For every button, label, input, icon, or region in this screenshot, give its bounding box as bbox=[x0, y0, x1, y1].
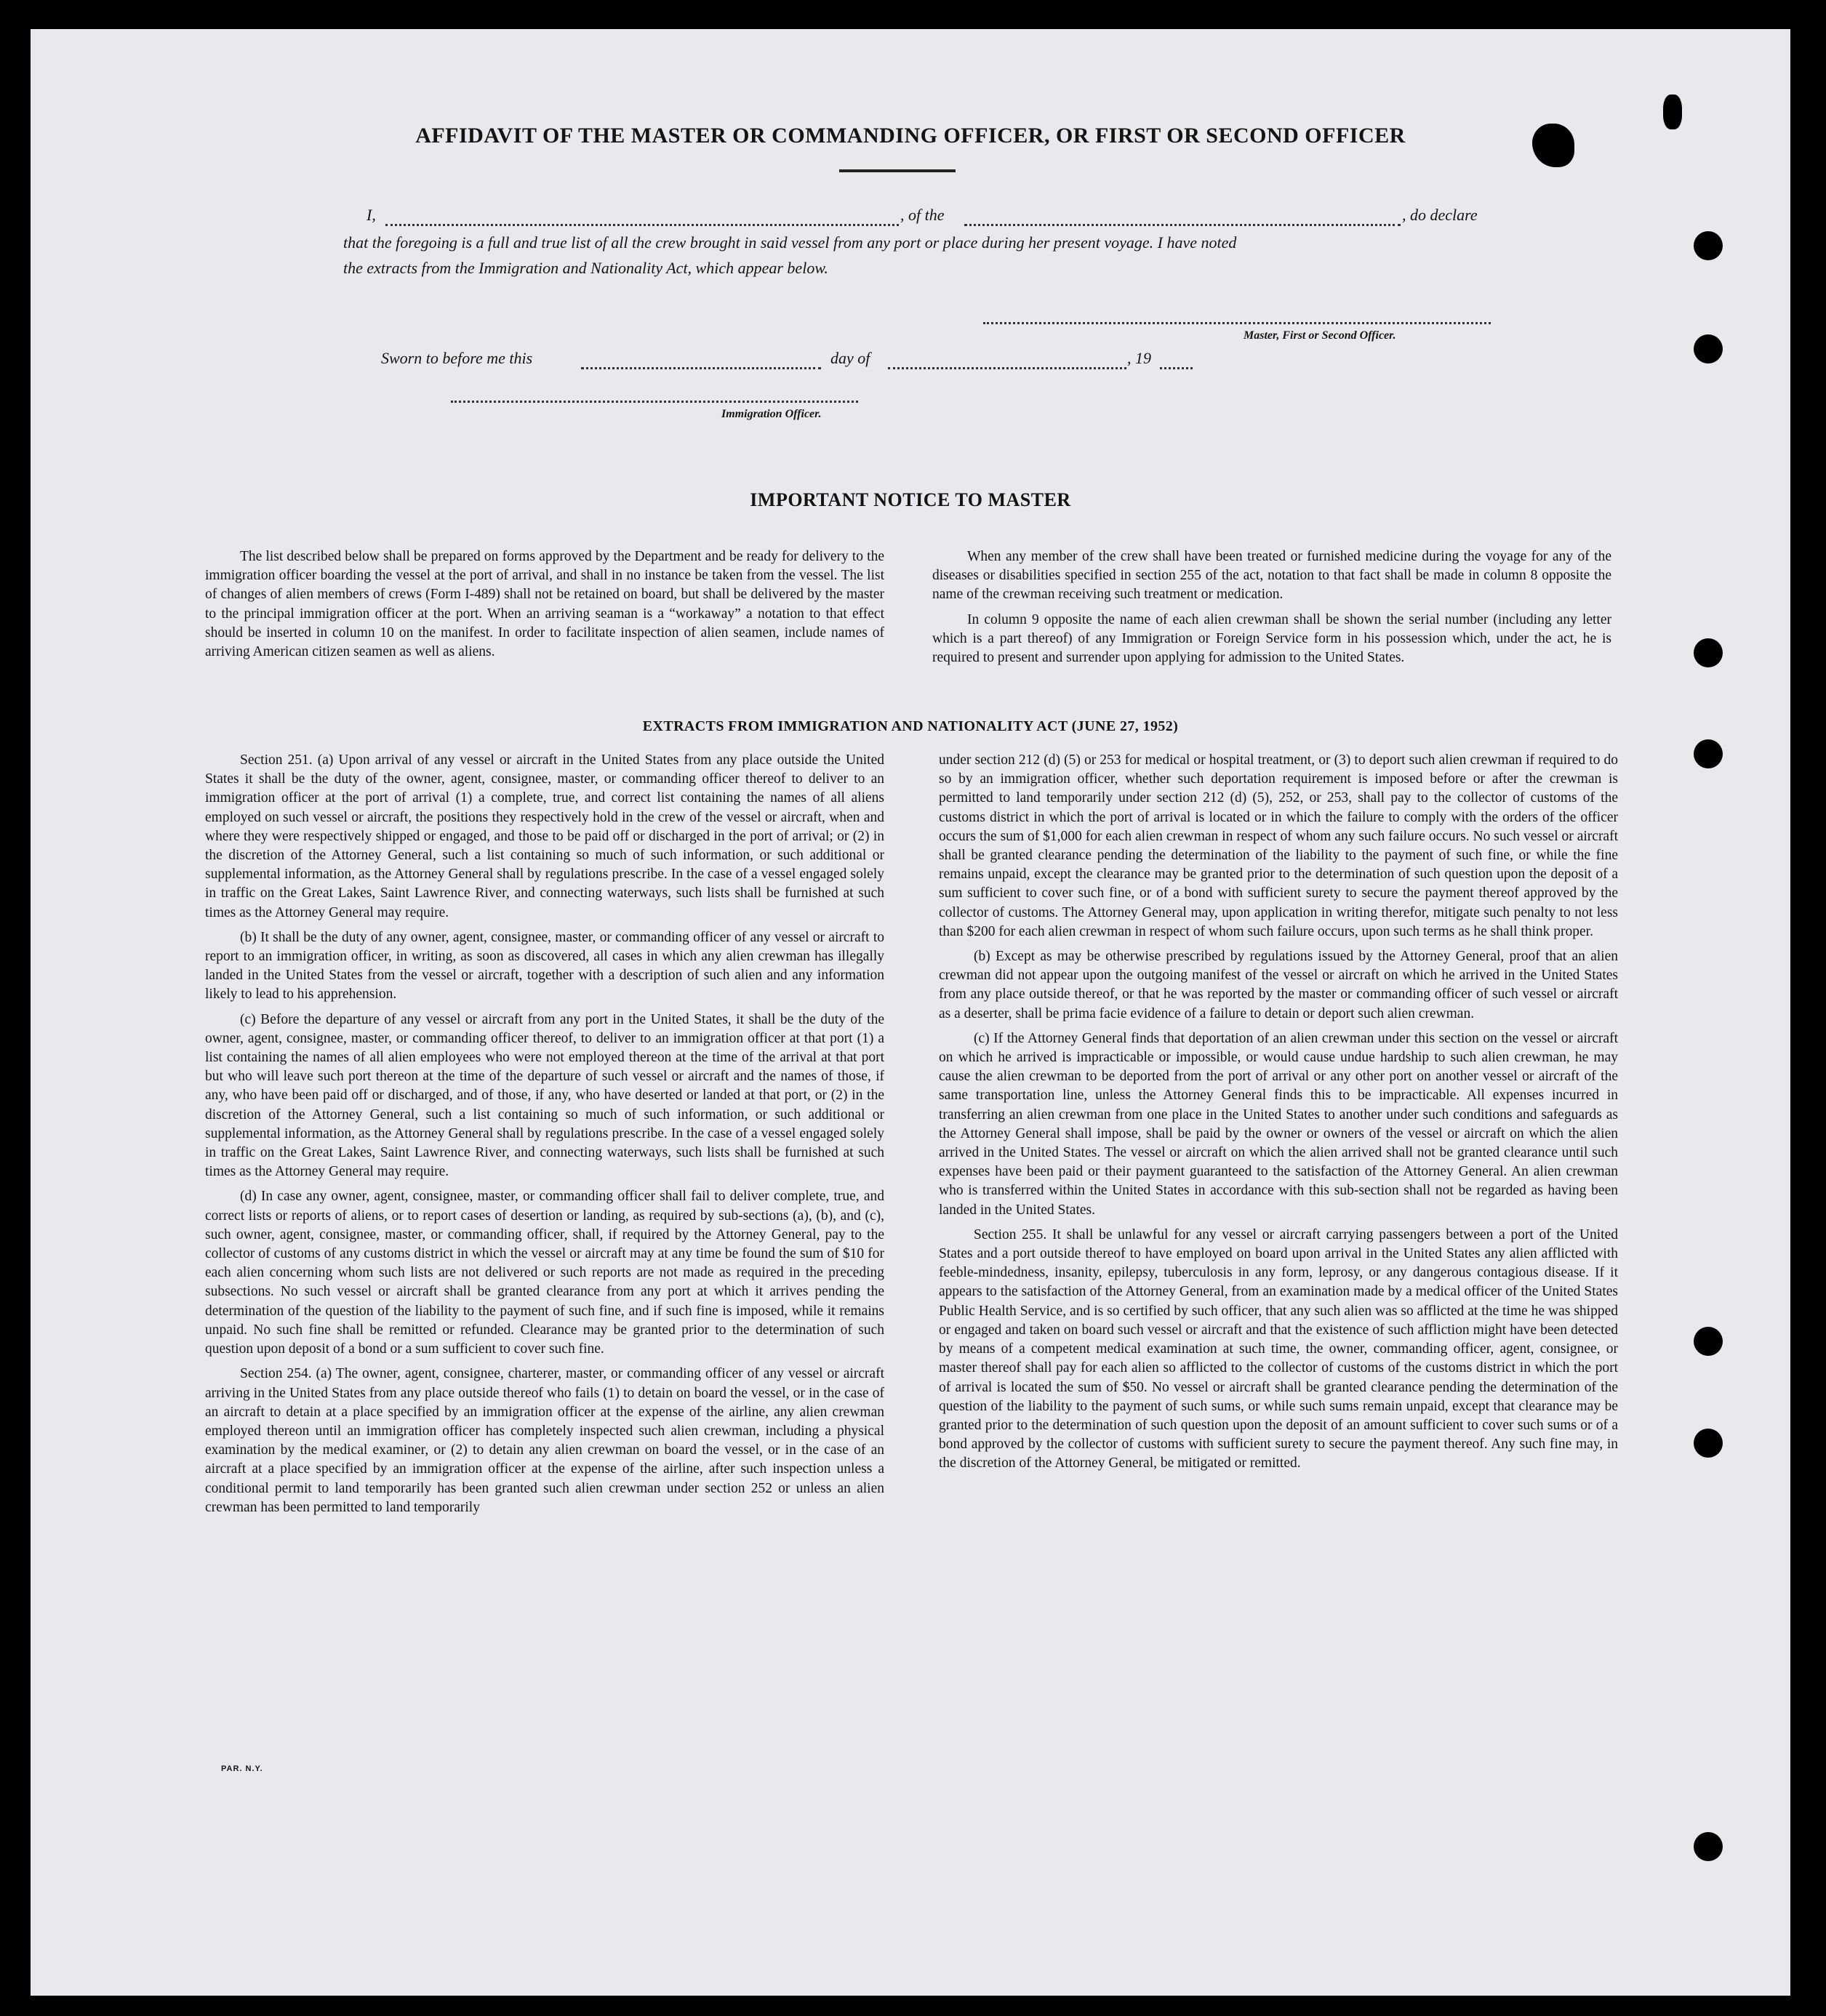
act-section-paragraph: Section 255. It shall be unlawful for any vessel or aircraft carrying passengers between a port of the United States and a port outside thereof to have employed on board upon arrival in the United States any alien afflicted with feeble-mindedness, insanity, epilepsy, tuberculosis in any form, leprosy, or any dangerous contagious disease. If it appears to the satisfaction of the Attorney General, from an examination made by a medical officer of the United States Public Health Service, and is so certified by such officer, that any such alien was so afflicted at the time he was shipped or engaged and taken on board such vessel or aircraft and that the existence of such affliction might have been detected by means of a competent medical examination at such time, the owner, commanding officer, agent, consignee, or master thereof shall pay for each alien so afflicted to the collector of customs of the customs district in which the port of arrival is located the sum of $50. No vessel or aircraft shall be granted clearance pending the determination of the question of the liability to the payment of such sums, or while such sums remain unpaid, except that clearance may be granted prior to the determination of such question upon the deposit of an amount sufficient to cover such sums or of a bond approved by the collector of customs with sufficient surety to secure the payment thereof. Any such fine may, in the discretion of the Attorney General, be mitigated or remitted. bbox=[939, 1226, 1618, 1471]
declaration-line-2: the extracts from the Immigration and Nationality Act, which appear below. bbox=[343, 259, 828, 277]
act-section-paragraph: (d) In case any owner, agent, consignee, master, or commanding officer shall fail to deliver complete, true, and correct lists or reports of aliens, or to report cases of desertion or landing, as required by sub-sections (a), (b), and (c), such owner, agent, consignee, master, or commanding officer, shall, if required by the Attorney General, pay to the collector of customs of any customs district in which the vessel or aircraft may at any time be found the sum of $10 for each alien concerning whom such lists are not delivered or such reports are not made as required in the preceding subsections. No such vessel or aircraft shall be granted clearance from any port at which it arrives pending the determination of the question of the liability to the payment of such fine, and if such fine is imposed, while it remains unpaid. No such fine shall be remitted or refunded. Clearance may be granted prior to the determination of such question upon deposit of a bond or a sum sufficient to cover such fine. bbox=[205, 1189, 884, 1357]
punch-hole bbox=[1694, 334, 1723, 364]
punch-hole bbox=[1694, 739, 1723, 768]
vessel-name-field[interactable] bbox=[964, 224, 1401, 226]
notice-paragraph: The list described below shall be prepared on forms approved by the Department and be ready for delivery to the immigration officer boarding the vessel at the port of arrival, and shall in no instance be taken from the vessel. The list of changes of alien members of crews (Form I-489) shall not be retained on board, but shall be delivered by the master to the principal immigration officer at the port. When an arriving seaman is a “workaway” a notation to that effect should be inserted in column 10 on the manifest. In order to facilitate inspection of alien seamen, include names of arriving American citizen seamen as well as aliens. bbox=[205, 549, 884, 660]
sworn-label: Sworn to before me this bbox=[381, 349, 533, 367]
punch-hole bbox=[1694, 1327, 1723, 1356]
notice-title: IMPORTANT NOTICE TO MASTER bbox=[750, 489, 1071, 510]
act-section-paragraph: under section 212 (d) (5) or 253 for medical or hospital treatment, or (3) to deport such alien crewman if required to do so by an immigration officer, whether such deportation requirement is imposed before or after the crewman is permitted to land temporarily under section 212 (d) (5), 252, or 253, shall pay to the collector of customs of the customs district in which the port of arrival is located or in which the failure to comply with the orders of the officer occurs the sum of $1,000 for each alien crewman in respect of whom any such failure occurs. No such vessel or aircraft shall be granted clearance pending the determination of the liability to the payment of such fine, or while the fine remains unpaid, except the clearance may be granted prior to the determination of such question upon the deposit of a sum sufficient to cover such fine, or of a bond with sufficient surety to secure the payment thereof approved by the collector of customs. The Attorney General may, upon application in writing therefor, mitigate such penalty to not less than $200 for each alien crewman in respect of whom such failure occurs, upon such terms as he shall think proper. bbox=[939, 752, 1618, 939]
act-section-paragraph: (c) If the Attorney General finds that deportation of an alien crewman under this section on the vessel or aircraft on which he arrived is impracticable or impossible, or would cause undue hardship to such alien crewman, he may cause the alien crewman to be deported from the port of arrival or any other port on another vessel or aircraft of the same transportation line, unless the Attorney General finds this to be impracticable. All expenses incurred in transferring an alien crewman from one place in the United States to another under such conditions and safeguards as the Attorney General shall impose, shall be paid by the owner or owners of the vessel or aircraft on which the alien arrived in the United States. The vessel or aircraft on which the alien arrived shall not be granted clearance until such expenses have been paid or their payment guaranteed to the satisfaction of the Attorney General. An alien crewman who is transferred within the United States in accordance with this sub-section shall not be regarded as having been landed in the United States. bbox=[939, 1030, 1618, 1218]
extracts-right-column bbox=[939, 751, 1618, 1479]
do-declare-label: , do declare bbox=[1402, 206, 1478, 224]
i-label: I, bbox=[367, 206, 376, 224]
of-the-label: , of the bbox=[900, 206, 945, 224]
notice-paragraph: In column 9 opposite the name of each alien crewman shall be shown the serial number (including any letter which is a part thereof) of any Immigration or Foreign Service form in his possession which, under the act, he is required to present and surrender upon applying for admission to the United States. bbox=[932, 611, 1611, 666]
sworn-year-field[interactable] bbox=[1160, 367, 1193, 369]
master-signature-field[interactable] bbox=[983, 322, 1491, 324]
torn-corner-mark bbox=[1532, 124, 1574, 167]
notice-right-column bbox=[932, 547, 1611, 673]
notice-left-column bbox=[205, 547, 884, 667]
signature-caption: Master, First or Second Officer. bbox=[1244, 329, 1396, 342]
punch-hole bbox=[1694, 1832, 1723, 1861]
day-of-label: day of bbox=[830, 349, 870, 367]
extracts-left-column bbox=[205, 751, 884, 1523]
act-section-paragraph: (b) It shall be the duty of any owner, agent, consignee, master, or commanding officer of any vessel or aircraft to report to an immigration officer, in writing, as soon as discovered, all cases in which any alien crewman has illegally landed in the United States from the vessel or aircraft, together with a description of such alien and any information likely to lead to his apprehension. bbox=[205, 929, 884, 1003]
printer-mark: PAR. N.Y. bbox=[221, 1764, 263, 1773]
title-rule bbox=[839, 169, 956, 172]
torn-corner-mark bbox=[1663, 95, 1682, 129]
extracts-title: EXTRACTS FROM IMMIGRATION AND NATIONALITY ACT (JUNE 27, 1952) bbox=[642, 718, 1179, 734]
sworn-month-field[interactable] bbox=[888, 367, 1126, 369]
act-section-paragraph: Section 254. (a) The owner, agent, consignee, charterer, master, or commanding officer of any vessel or aircraft arriving in the United States from any place outside thereof who fails (1) to detain on board the vessel, or in the case of an aircraft to detain at a place specified by an immigration officer at the expense of the airline, any alien crewman employed thereon until an immigration officer has completely inspected such alien crewman, including a physical examination by the medical examiner, or (2) to detain any alien crewman on board the vessel, or in the case of an aircraft at a place specified by an immigration officer at the expense of the airline, after such inspection unless a conditional permit to land temporarily has been granted such alien crewman under section 252 or unless an alien crewman has been permitted to land temporarily bbox=[205, 1366, 884, 1515]
notice-paragraph: When any member of the crew shall have been treated or furnished medicine during the voyage for any of the diseases or disabilities specified in section 255 of the act, notation to that fact shall be made in column 8 opposite the name of the crewman receiving such treatment or medication. bbox=[932, 549, 1611, 603]
act-section-paragraph: (b) Except as may be otherwise prescribed by regulations issued by the Attorney General, proof that an alien crewman did not appear upon the outgoing manifest of the vessel or aircraft on which he arrived in the United States from any place outside thereof, or that he was reported by the master or commanding officer of such vessel or aircraft as a deserter, shall be prima facie evidence of a failure to detain or deport such alien crewman. bbox=[939, 949, 1618, 1021]
form-page bbox=[31, 29, 1790, 1996]
punch-hole bbox=[1694, 231, 1723, 260]
act-section-paragraph: (c) Before the departure of any vessel or aircraft from any port in the United States, it shall be the duty of the owner, agent, consignee, master, or commanding officer thereof, to deliver to an immigration officer at that port (1) a list containing the names of all alien employees who were not employed thereon at the time of the arrival at that port but who will leave such port thereon at the time of the departure of such vessel or aircraft and the names of those, if any, who have been paid off or discharged, and of those, if any, who have deserted or landed at that port, or (2) in the discretion of the Attorney General, such a list containing so much of such information, or such additional or supplemental information, as the Attorney General shall by regulations prescribe. In the case of a vessel engaged solely in traffic on the Great Lakes, Saint Lawrence River, and connecting waterways, such lists shall be furnished at such times as the Attorney General may require. bbox=[205, 1011, 884, 1180]
year-label: , 19 bbox=[1127, 349, 1151, 367]
declarant-name-field[interactable] bbox=[385, 224, 899, 226]
immigration-officer-signature-field[interactable] bbox=[451, 401, 858, 403]
declaration-line-1: that the foregoing is a full and true list of all the crew brought in said vessel from any port or place during her present voyage. I have noted bbox=[343, 233, 1237, 252]
officer-caption: Immigration Officer. bbox=[721, 408, 822, 420]
punch-hole bbox=[1694, 1429, 1723, 1458]
punch-hole bbox=[1694, 638, 1723, 667]
sworn-day-field[interactable] bbox=[581, 367, 821, 369]
affidavit-title: AFFIDAVIT OF THE MASTER OR COMMANDING OFFICER, OR FIRST OR SECOND OFFICER bbox=[415, 124, 1406, 148]
act-section-paragraph: Section 251. (a) Upon arrival of any vessel or aircraft in the United States from any place outside the United States it shall be the duty of the owner, agent, consignee, master, or commanding officer thereof to deliver to an immigration officer at the port of arrival (1) a complete, true, and correct list containing the names of all aliens employed on such vessel or aircraft, the positions they respectively hold in the crew of the vessel or aircraft, when and where they were respectively shipped or engaged, and those to be paid off or discharged in the port of arrival; or (2) in the discretion of the Attorney General, such a list containing so much of such information, or such additional or supplemental information, as the Attorney General shall by regulations prescribe. In the case of a vessel engaged solely in traffic on the Great Lakes, Saint Lawrence River, and connecting waterways, such lists shall be furnished at such times as the Attorney General may require. bbox=[205, 752, 884, 920]
